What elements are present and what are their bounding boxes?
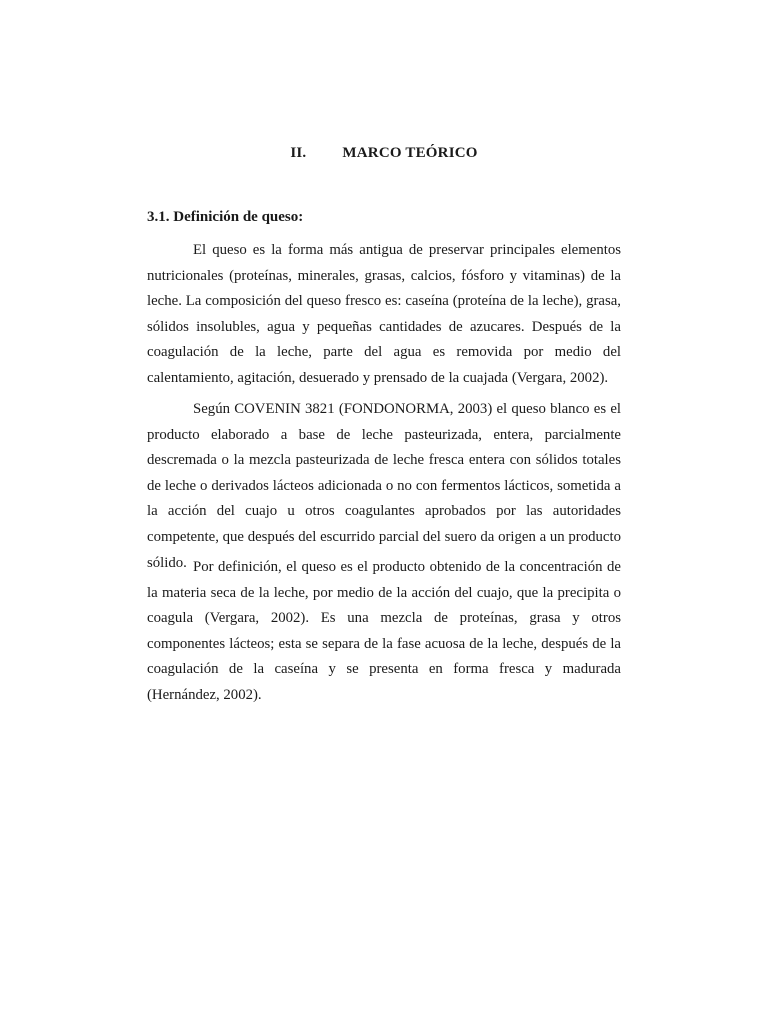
paragraph-3 (147, 555, 621, 709)
section-heading: 3.1. Definición de queso: (147, 209, 304, 225)
paragraph-text: El queso es la forma más antigua de preservar principales elementos nutricionales (proteínas, minerales, grasas, calcios, fósforo y vitaminas) de la leche. La composición del queso fresco es: caseína (proteína de la leche), grasa, sólidos insolubles, agua y pequeñas cantidades de azucares. Después de la coagulación de la leche, parte del agua es removida por medio del calentamiento, agitación, desuerado y prensado de la cuajada (Vergara, 2002). (147, 242, 621, 386)
paragraph-text: Por definición, el queso es el producto obtenido de la concentración de la materia seca de la leche, por medio de la acción del cuajo, que la precipita o coagula (Vergara, 2002). Es una mezcla de proteínas, grasa y otros componentes lácteos; esta se separa de la fase acuosa de la leche, después de la coagulación de la caseína y se presenta en forma fresca y madurada (Hernández, 2002). (147, 559, 621, 703)
chapter-title: MARCO TEÓRICO (342, 145, 478, 161)
chapter-number: II. (290, 145, 307, 161)
paragraph-2 (147, 397, 621, 576)
paragraph-text: Según COVENIN 3821 (FONDONORMA, 2003) el queso blanco es el producto elaborado a base de leche pasteurizada, entera, parcialmente descremada o la mezcla pasteurizada de leche fresca entera con sólidos totales de leche o derivados lácteos adicionada o no con fermentos lácticos, sometida a la acción del cuajo u otros coagulantes aprobados por las autoridades competente, que después del escurrido parcial del suero da origen a un producto sólido. (147, 401, 621, 571)
paragraph-1 (147, 238, 621, 392)
chapter-heading (0, 145, 768, 162)
